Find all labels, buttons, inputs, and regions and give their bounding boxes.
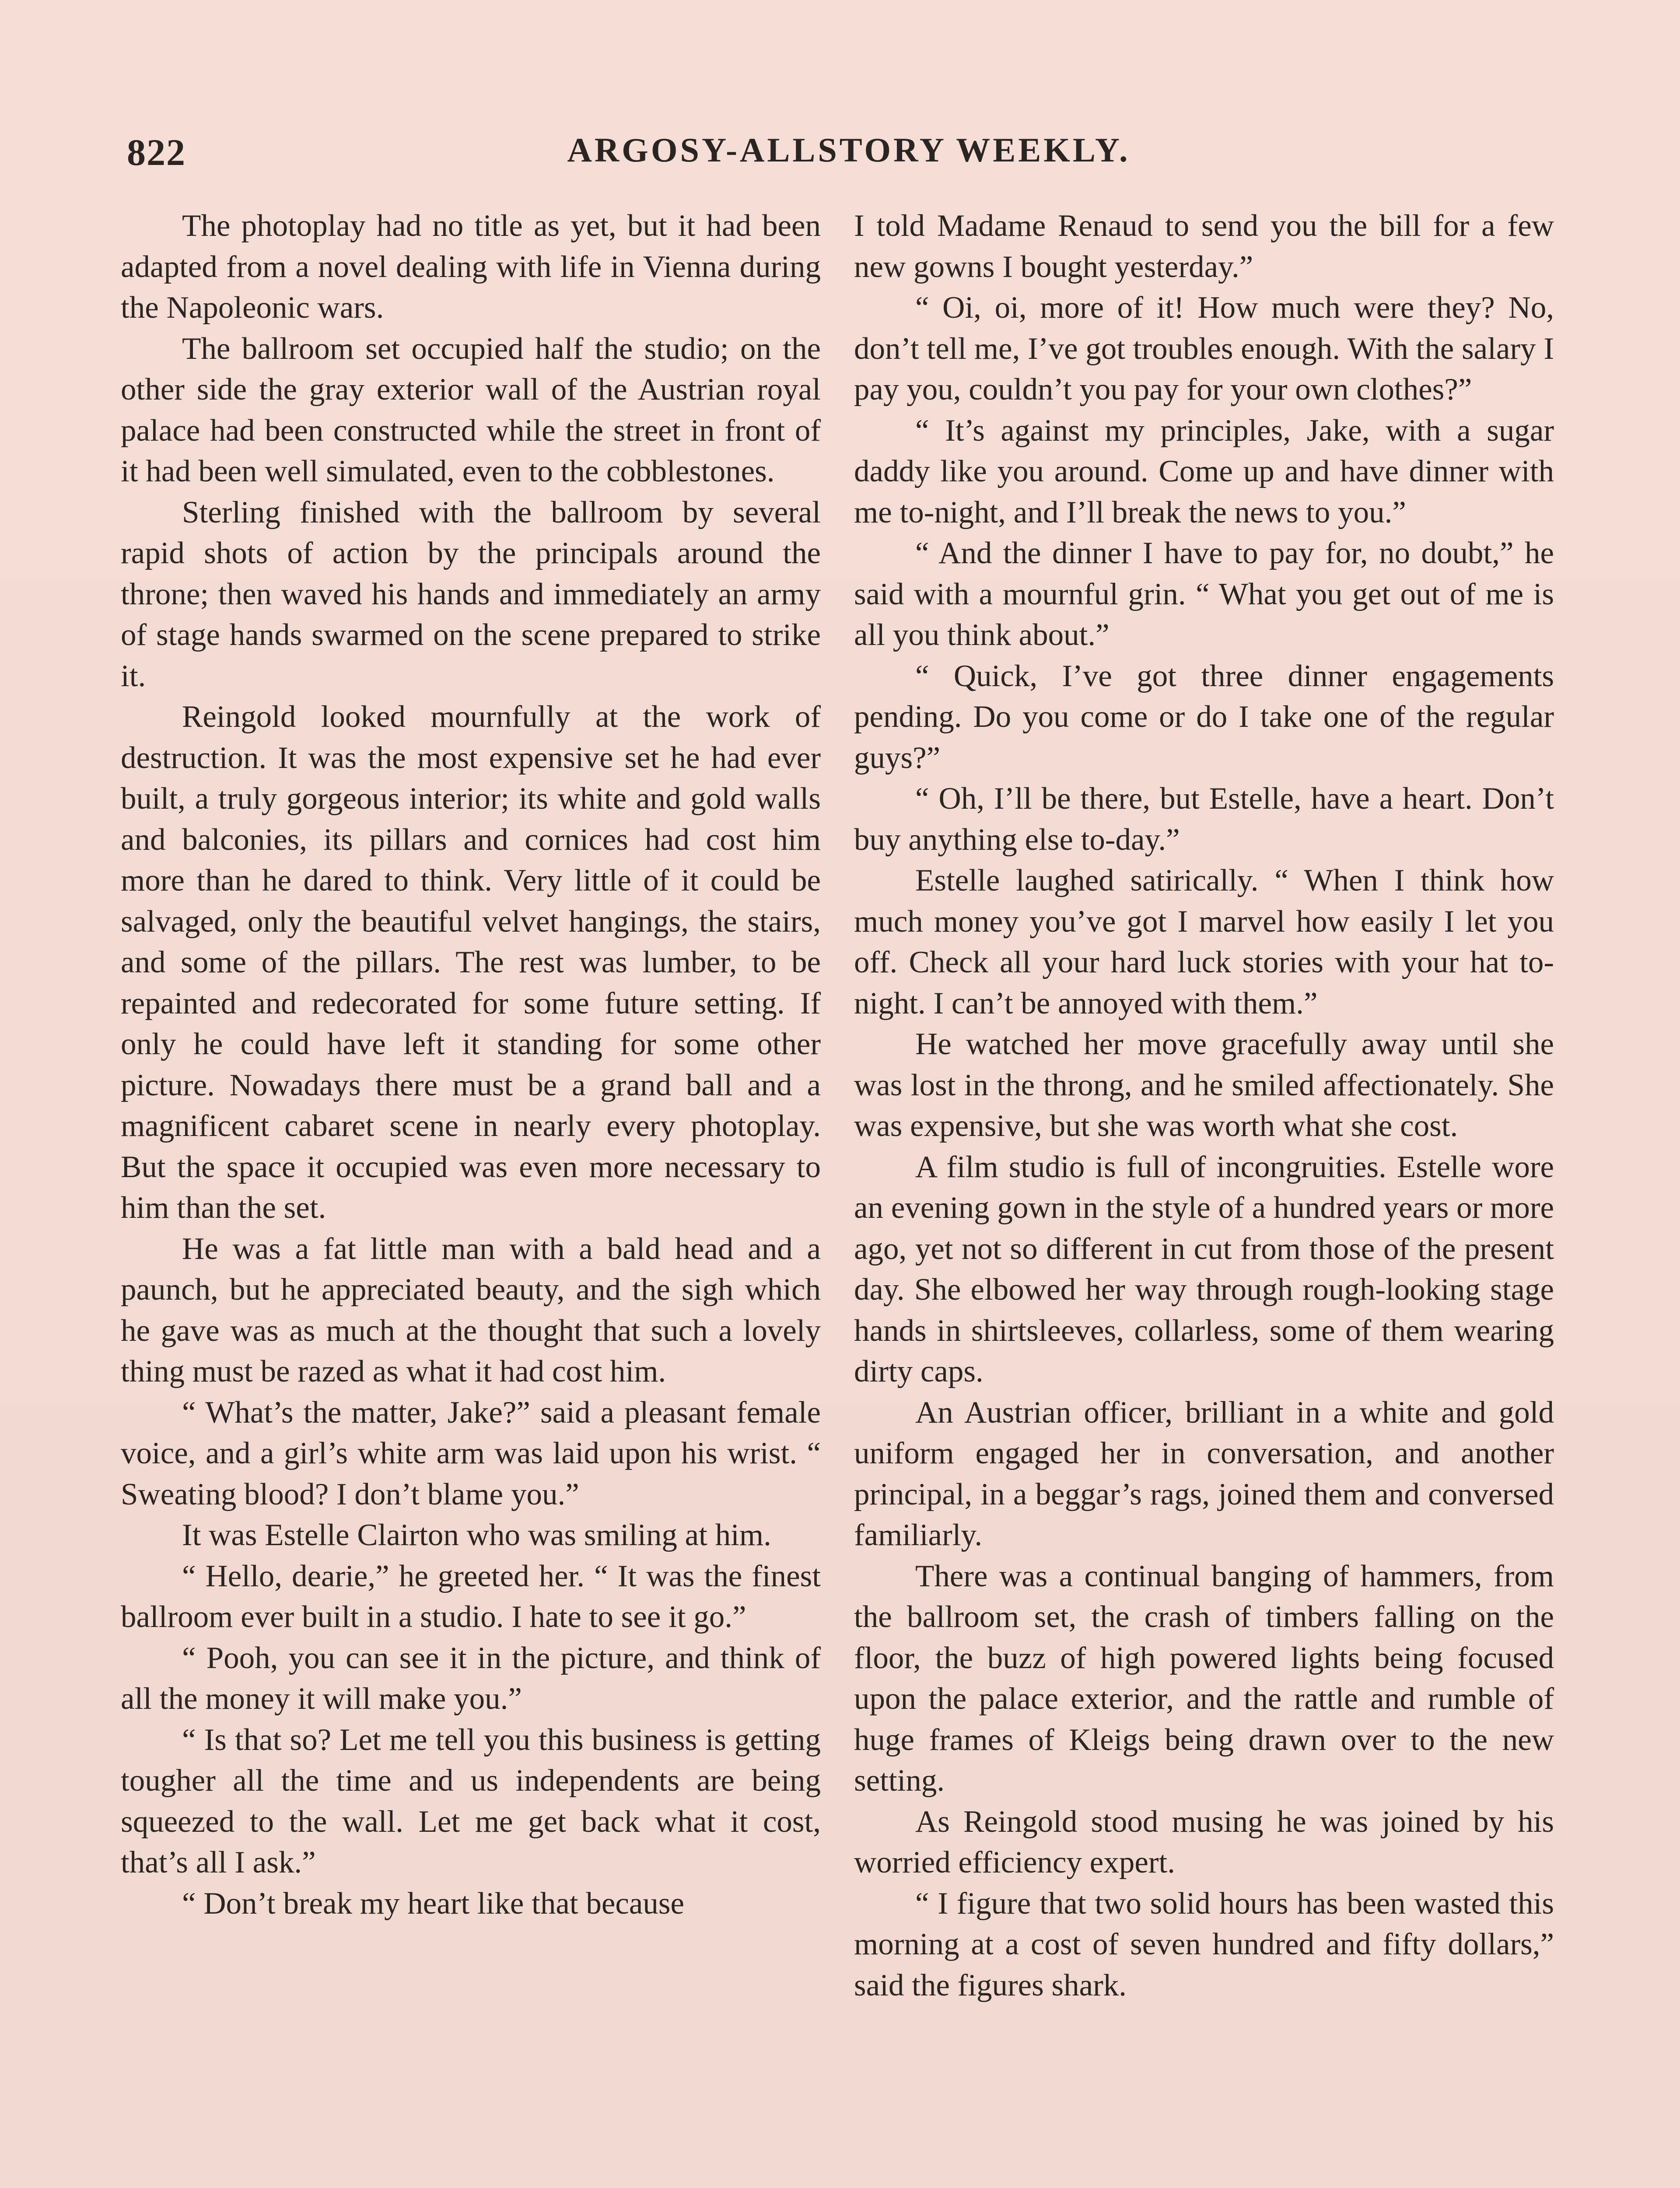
paragraph: He was a fat little man with a bald head and a paunch, but he appreciated beauty, and the sigh which he gave was as much at the thought that such a lovely thing must be razed as what it had cost him. (121, 1231, 821, 1389)
paragraph: Estelle laughed satirically. “ When I think how much money you’ve got I marvel how easily I let you off. Check all your hard luck stories with your hat to-night. I can’t be annoyed with them.” (854, 863, 1554, 1020)
paragraph: “ What’s the matter, Jake?” said a pleasant female voice, and a girl’s white arm was laid upon his wrist. “ Sweating blood? I don’t blame you.” (121, 1395, 821, 1511)
paragraph: It was Estelle Clairton who was smiling at him. (182, 1518, 771, 1552)
paragraph: “ Hello, dearie,” he greeted her. “ It was the finest ballroom ever built in a studio. I hate to see it go.” (121, 1559, 821, 1634)
paragraph: “ I figure that two solid hours has been wasted this morning at a cost of seven hundred and fifty dollars,” said the figures shark. (854, 1886, 1554, 2002)
paragraph: The photoplay had no title as yet, but it had been adapted from a novel dealing with life in Vienna during the Napoleonic wars. (121, 209, 821, 325)
paragraph: “ Is that so? Let me tell you this business is getting tougher all the time and us independents are being squeezed to the wall. Let me get back what it cost, that’s all I ask.” (121, 1722, 821, 1879)
paragraph: “ Don’t break my heart like that because (182, 1886, 685, 1921)
paragraph: An Austrian officer, brilliant in a white and gold uniform engaged her in conversation, and another principal, in a beggar’s rags, joined them and conversed familiarly. (854, 1395, 1554, 1552)
left-column (121, 206, 821, 1924)
paragraph-continued: I told Madame Renaud to send you the bill for a few new gowns I bought yesterday.” (854, 209, 1554, 284)
page-number: 822 (127, 131, 186, 173)
paragraph: “ It’s against my principles, Jake, with a sugar daddy like you around. Come up and have dinner with me to-night, and I’ll break the news to you.” (854, 413, 1554, 529)
right-column (854, 206, 1554, 2006)
paragraph: Sterling finished with the ballroom by several rapid shots of action by the principals around the throne; then waved his hands and immediately an army of stage hands swarmed on the scene prepared to strike it. (121, 495, 821, 693)
paragraph: A film studio is full of incongruities. Estelle wore an evening gown in the style of a hundred years or more ago, yet not so different in cut from those of the present day. She elbowed her way through rough-looking stage hands in shirtsleeves, collarless, some of them wearing dirty caps. (854, 1150, 1554, 1389)
paragraph: He watched her move gracefully away until she was lost in the throng, and he smiled affectionately. She was expensive, but she was worth what she cost. (854, 1027, 1554, 1143)
paragraph: “ Pooh, you can see it in the picture, and think of all the money it will make you.” (121, 1641, 821, 1716)
paragraph: “ Oi, oi, more of it! How much were they? No, don’t tell me, I’ve got troubles enough. With the salary I pay you, couldn’t you pay for your own clothes?” (854, 291, 1554, 407)
paragraph: As Reingold stood musing he was joined by his worried efficiency expert. (854, 1804, 1554, 1879)
page-header (127, 130, 1571, 183)
paragraph: “ Quick, I’ve got three dinner engagements pending. Do you come or do I take one of the regular guys?” (854, 659, 1554, 775)
paragraph: There was a continual banging of hammers, from the ballroom set, the crash of timbers falling on the floor, the buzz of high powered lights being focused upon the palace exterior, and the rattle and rumble of huge frames of Kleigs being drawn over to the new setting. (854, 1559, 1554, 1798)
paragraph: The ballroom set occupied half the studio; on the other side the gray exterior wall of the Austrian royal palace had been constructed while the street in front of it had been well simulated, even to the cobblestones. (121, 331, 821, 488)
paragraph: “ Oh, I’ll be there, but Estelle, have a heart. Don’t buy anything else to-day.” (854, 782, 1554, 857)
paragraph: “ And the dinner I have to pay for, no doubt,” he said with a mournful grin. “ What you get out of me is all you think about.” (854, 536, 1554, 652)
running-head: ARGOSY-ALLSTORY WEEKLY. (567, 131, 1130, 169)
paragraph: Reingold looked mournfully at the work of destruction. It was the most expensive set he had ever built, a truly gorgeous interior; its white and gold walls and balconies, its pillars and cornices had cost him more than he dared to think. Very little of it could be salvaged, only the beautiful velvet hangings, the stairs, and some of the pillars. The rest was lumber, to be repainted and redecorated for some future setting. If only he could have left it standing for some other picture. Nowadays there must be a grand ball and a magnificent cabaret scene in nearly every photoplay. But the space it occupied was even more necessary to him than the set. (121, 700, 821, 1225)
